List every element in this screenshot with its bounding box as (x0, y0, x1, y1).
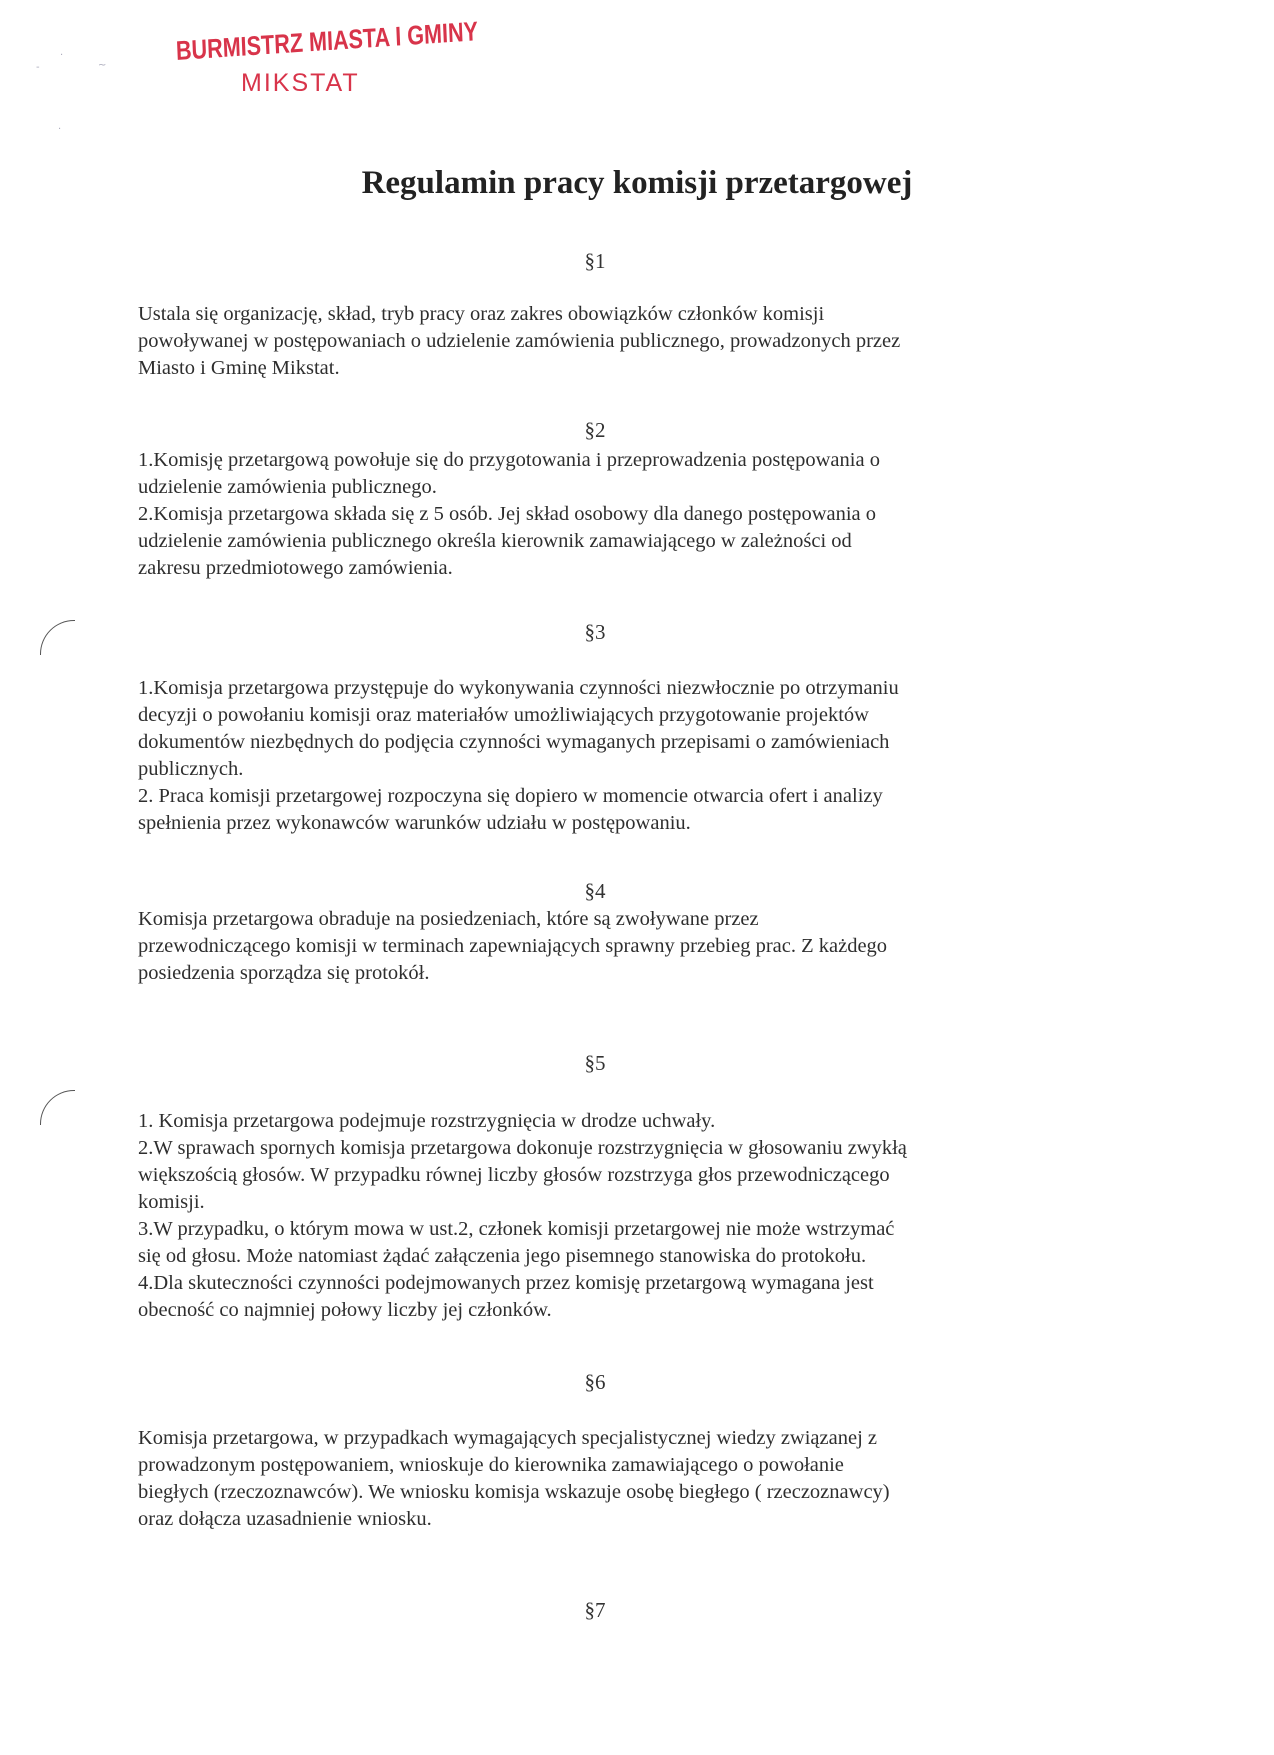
text-line: zakresu przedmiotowego zamówienia. (138, 557, 453, 579)
text-line: posiedzenia sporządza się protokół. (138, 962, 430, 984)
section-mark-2: §2 (584, 418, 606, 442)
text-line: się od głosu. Może natomiast żądać załączenia jego pisemnego stanowiska do protokołu. (138, 1245, 867, 1267)
stamp-office-name: BURMISTRZ MIASTA I GMINY (175, 16, 479, 66)
text-line: Ustala się organizację, skład, tryb pracy oraz zakres obowiązków członków komisji (138, 303, 825, 325)
document-title: Regulamin pracy komisji przetargowej (361, 165, 913, 201)
official-stamp (175, 16, 479, 98)
section-mark-6: §6 (584, 1370, 606, 1394)
text-line: udzielenie zamówienia publicznego. (138, 476, 437, 498)
text-line: przewodniczącego komisji w terminach zapewniających sprawny przebieg prac. Z każdego (138, 935, 888, 957)
text-line: powoływanej w postępowaniach o udzielenie zamówienia publicznego, prowadzonych przez (138, 330, 901, 352)
text-line: spełnienia przez wykonawców warunków udziału w postępowaniu. (138, 812, 691, 834)
text-line: 1.Komisja przetargowa przystępuje do wykonywania czynności niezwłocznie po otrzymaniu (138, 677, 899, 699)
text-line: biegłych (rzeczoznawców). We wniosku komisja wskazuje osobę biegłego ( rzeczoznawcy) (138, 1481, 890, 1503)
section-mark-1: §1 (584, 249, 606, 273)
text-line: obecność co najmniej połowy liczby jej członków. (138, 1299, 552, 1321)
punch-hole-mark-lower (40, 1090, 75, 1125)
section-3-text (138, 675, 1138, 837)
stamp-town-name: MIKSTAT (241, 69, 360, 97)
section-5-text (138, 1108, 1138, 1324)
punch-hole-mark-upper (40, 620, 75, 655)
section-4-text (138, 906, 1138, 987)
text-line: Komisja przetargowa, w przypadkach wymagających specjalistycznej wiedzy związanej z (138, 1427, 878, 1449)
text-line: 1.Komisję przetargową powołuje się do przygotowania i przeprowadzenia postępowania o (138, 449, 880, 471)
text-line: 2. Praca komisji przetargowej rozpoczyna się dopiero w momencie otwarcia ofert i analizy (138, 785, 883, 807)
text-line: publicznych. (138, 758, 244, 780)
section-mark-3: §3 (584, 620, 606, 644)
section-6-text (138, 1425, 1138, 1533)
text-line: oraz dołącza uzasadnienie wniosku. (138, 1508, 432, 1530)
text-line: 3.W przypadku, o którym mowa w ust.2, członek komisji przetargowej nie może wstrzymać (138, 1218, 895, 1240)
section-mark-4: §4 (584, 879, 606, 903)
text-line: decyzji o powołaniu komisji oraz materiałów umożliwiających przygotowanie projektów (138, 704, 869, 726)
text-line: 2.Komisja przetargowa składa się z 5 osób. Jej skład osobowy dla danego postępowania o (138, 503, 877, 525)
text-line: 1. Komisja przetargowa podejmuje rozstrzygnięcia w drodze uchwały. (138, 1110, 716, 1132)
text-line: Komisja przetargowa obraduje na posiedzeniach, które są zwoływane przez (138, 908, 759, 930)
text-line: 4.Dla skuteczności czynności podejmowanych przez komisję przetargową wymagana jest (138, 1272, 874, 1294)
section-mark-7: §7 (584, 1598, 606, 1622)
text-line: 2.W sprawach spornych komisja przetargowa dokonuje rozstrzygnięcia w głosowaniu zwykłą (138, 1137, 907, 1159)
text-line: komisji. (138, 1191, 205, 1213)
text-line: dokumentów niezbędnych do podjęcia czynności wymaganych przepisami o zamówieniach (138, 731, 890, 753)
section-2-text (138, 447, 1138, 582)
text-line: Miasto i Gminę Mikstat. (138, 357, 340, 379)
text-line: udzielenie zamówienia publicznego określa kierownik zamawiającego w zależności od (138, 530, 852, 552)
text-line: większością głosów. W przypadku równej liczby głosów rozstrzyga głos przewodniczącego (138, 1164, 890, 1186)
text-line: prowadzonym postępowaniem, wnioskuje do kierownika zamawiającego o powołanie (138, 1454, 844, 1476)
section-1-text (138, 301, 1138, 382)
section-mark-5: §5 (584, 1051, 606, 1075)
